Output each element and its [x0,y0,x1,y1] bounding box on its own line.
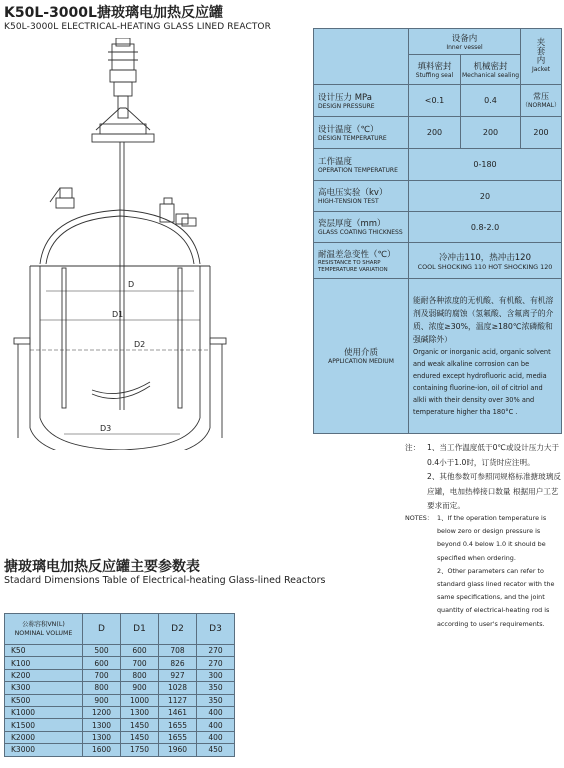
table-row: K500 900 1000 1127 350 [5,694,235,706]
stuffing-en: Stuffing seal [415,71,454,79]
stuffing-cn: 填料密封 [417,61,452,72]
hv-cn: 高电压实验（kv） [318,188,388,198]
shock-value-cn: 冷冲击110，热冲击120 [439,252,531,263]
media-value-en: Organic or inorganic acid, organic solvent and weak alkaline corrosion can be endured except hydrofluoric acid, media containing fluorine-ion, oil of citriol and alkli with their density over 30% and temperature higher tha 180°C . [413,348,551,416]
header-d1: D1 [121,614,159,645]
table-row: K200 700 800 927 300 [5,669,235,681]
dims-header-row [5,614,235,645]
pressure-stuffing: <0.1 [409,85,461,117]
jacket-cn: 夹套内 [536,38,546,66]
row-design-pressure [314,85,562,117]
jacket-en: Jacket [531,66,551,73]
coat-en: GLASS COATING THICKNESS [318,229,403,236]
header-volume-en: NOMINAL VOLUME [14,630,73,637]
row-op-temp [314,149,562,181]
label-d1: D1 [112,310,124,319]
note-1-cn: 1、当工作温度低于0℃或设计压力大于0.4小于1.0时，订货时应注明。 [427,443,560,467]
note-1-en: 1、If the operation temperature is below zero or design pressure is beyond 0.4 below 1.0 it should be specified when ordering. [437,514,547,562]
page-subtitle: K50L-3000L ELECTRICAL-HEATING GLASS LINED REACTOR [4,22,271,32]
dims-table [4,613,235,757]
note-2-en: 2、Other parameters can refer to standard glass lined recator with the same specifications, and the joint quantity of electrical-heating rod is according to user's requirements. [437,566,555,628]
hv-en: HIGH-TENSION TEST [318,198,379,205]
header-d: D [83,614,121,645]
notes-label-en: NOTES： [405,514,434,522]
pressure-jacket-normal: （NORMAL） [522,102,561,109]
pressure-en: DESIGN PRESSURE [318,102,375,110]
spec-table [313,28,562,434]
header-volume-cn: 公称容积VN(L) [22,621,65,628]
table-row: K1500 1300 1450 1655 400 [5,719,235,731]
table-row: K2000 1300 1450 1655 400 [5,731,235,743]
label-d2: D2 [134,340,146,349]
dims-title-en: Stadard Dimensions Table of Electrical-heating Glass-lined Reactors [4,575,326,586]
op-temp-cn: 工作温度 [318,156,353,167]
note-2-cn: 2、其他参数可参照同规格标准搪玻璃反应罐，电加热棒接口数量 根据用户工艺要求而定。 [427,472,561,510]
row-hv-test [314,181,562,212]
shock-value-en: COOL SHOCKING 110 HOT SHOCKING 120 [417,262,553,271]
op-temp-value: 0-180 [409,149,562,181]
row-coating [314,212,562,243]
media-cn: 使用介质 [343,348,378,358]
mech-cn: 机械密封 [473,61,508,72]
label-d3: D3 [100,424,112,433]
shock-en: RESISTANCE TO SHARP TEMPERATURE VARIATION [318,260,388,273]
table-row: K100 600 700 826 270 [5,657,235,669]
mech-en: Mechanical sealing [461,71,520,79]
hv-value: 20 [409,181,562,212]
inner-vessel-cn: 设备内 [451,33,478,44]
row-design-temp [314,117,562,149]
table-row: K1000 1200 1300 1461 400 [5,706,235,718]
shock-cn: 耐温差急变性（℃） [318,250,396,260]
motor-block [112,44,134,70]
op-temp-en: OPERATION TEMPERATURE [318,166,398,174]
page-title: K50L-3000L搪玻璃电加热反应罐 [4,5,223,21]
coat-cn: 瓷层厚度（mm） [318,219,386,229]
temp-mech: 200 [461,117,521,149]
notes-label-cn: 注： [405,443,421,452]
temp-cn: 设计温度（℃） [318,124,379,135]
header-d2: D2 [159,614,197,645]
dims-title-cn: 搪玻璃电加热反应罐主要参数表 [4,559,200,575]
header-d3: D3 [197,614,235,645]
temp-stuffing: 200 [409,117,461,149]
notes-en [405,512,561,631]
inner-vessel-en: Inner vessel [446,43,483,51]
row-shock [314,243,562,279]
media-en: APPLICATION MEDIUM [328,358,394,365]
media-value-cn: 能耐各种浓度的无机酸、有机酸、有机溶剂及弱碱的腐蚀（氢氟酸、含氟离子的介质、浓度≥30%，温度≥180℃浓磷酸和强碱除外） [413,296,554,344]
temp-jacket: 200 [521,117,562,149]
table-row: K3000 1600 1750 1960 450 [5,744,235,756]
reactor-drawing [0,38,240,450]
notes-cn [405,441,561,514]
label-d: D [128,280,135,289]
pressure-mech: 0.4 [461,85,521,117]
pressure-cn: 设计压力 MPa [318,92,372,103]
temp-en: DESIGN TEMPERATURE [318,134,387,142]
pressure-jacket: 常压 [533,92,550,101]
table-row: K300 800 900 1028 350 [5,682,235,694]
coat-value: 0.8-2.0 [409,212,562,243]
row-media [314,279,562,434]
table-row: K50 500 600 708 270 [5,645,235,657]
